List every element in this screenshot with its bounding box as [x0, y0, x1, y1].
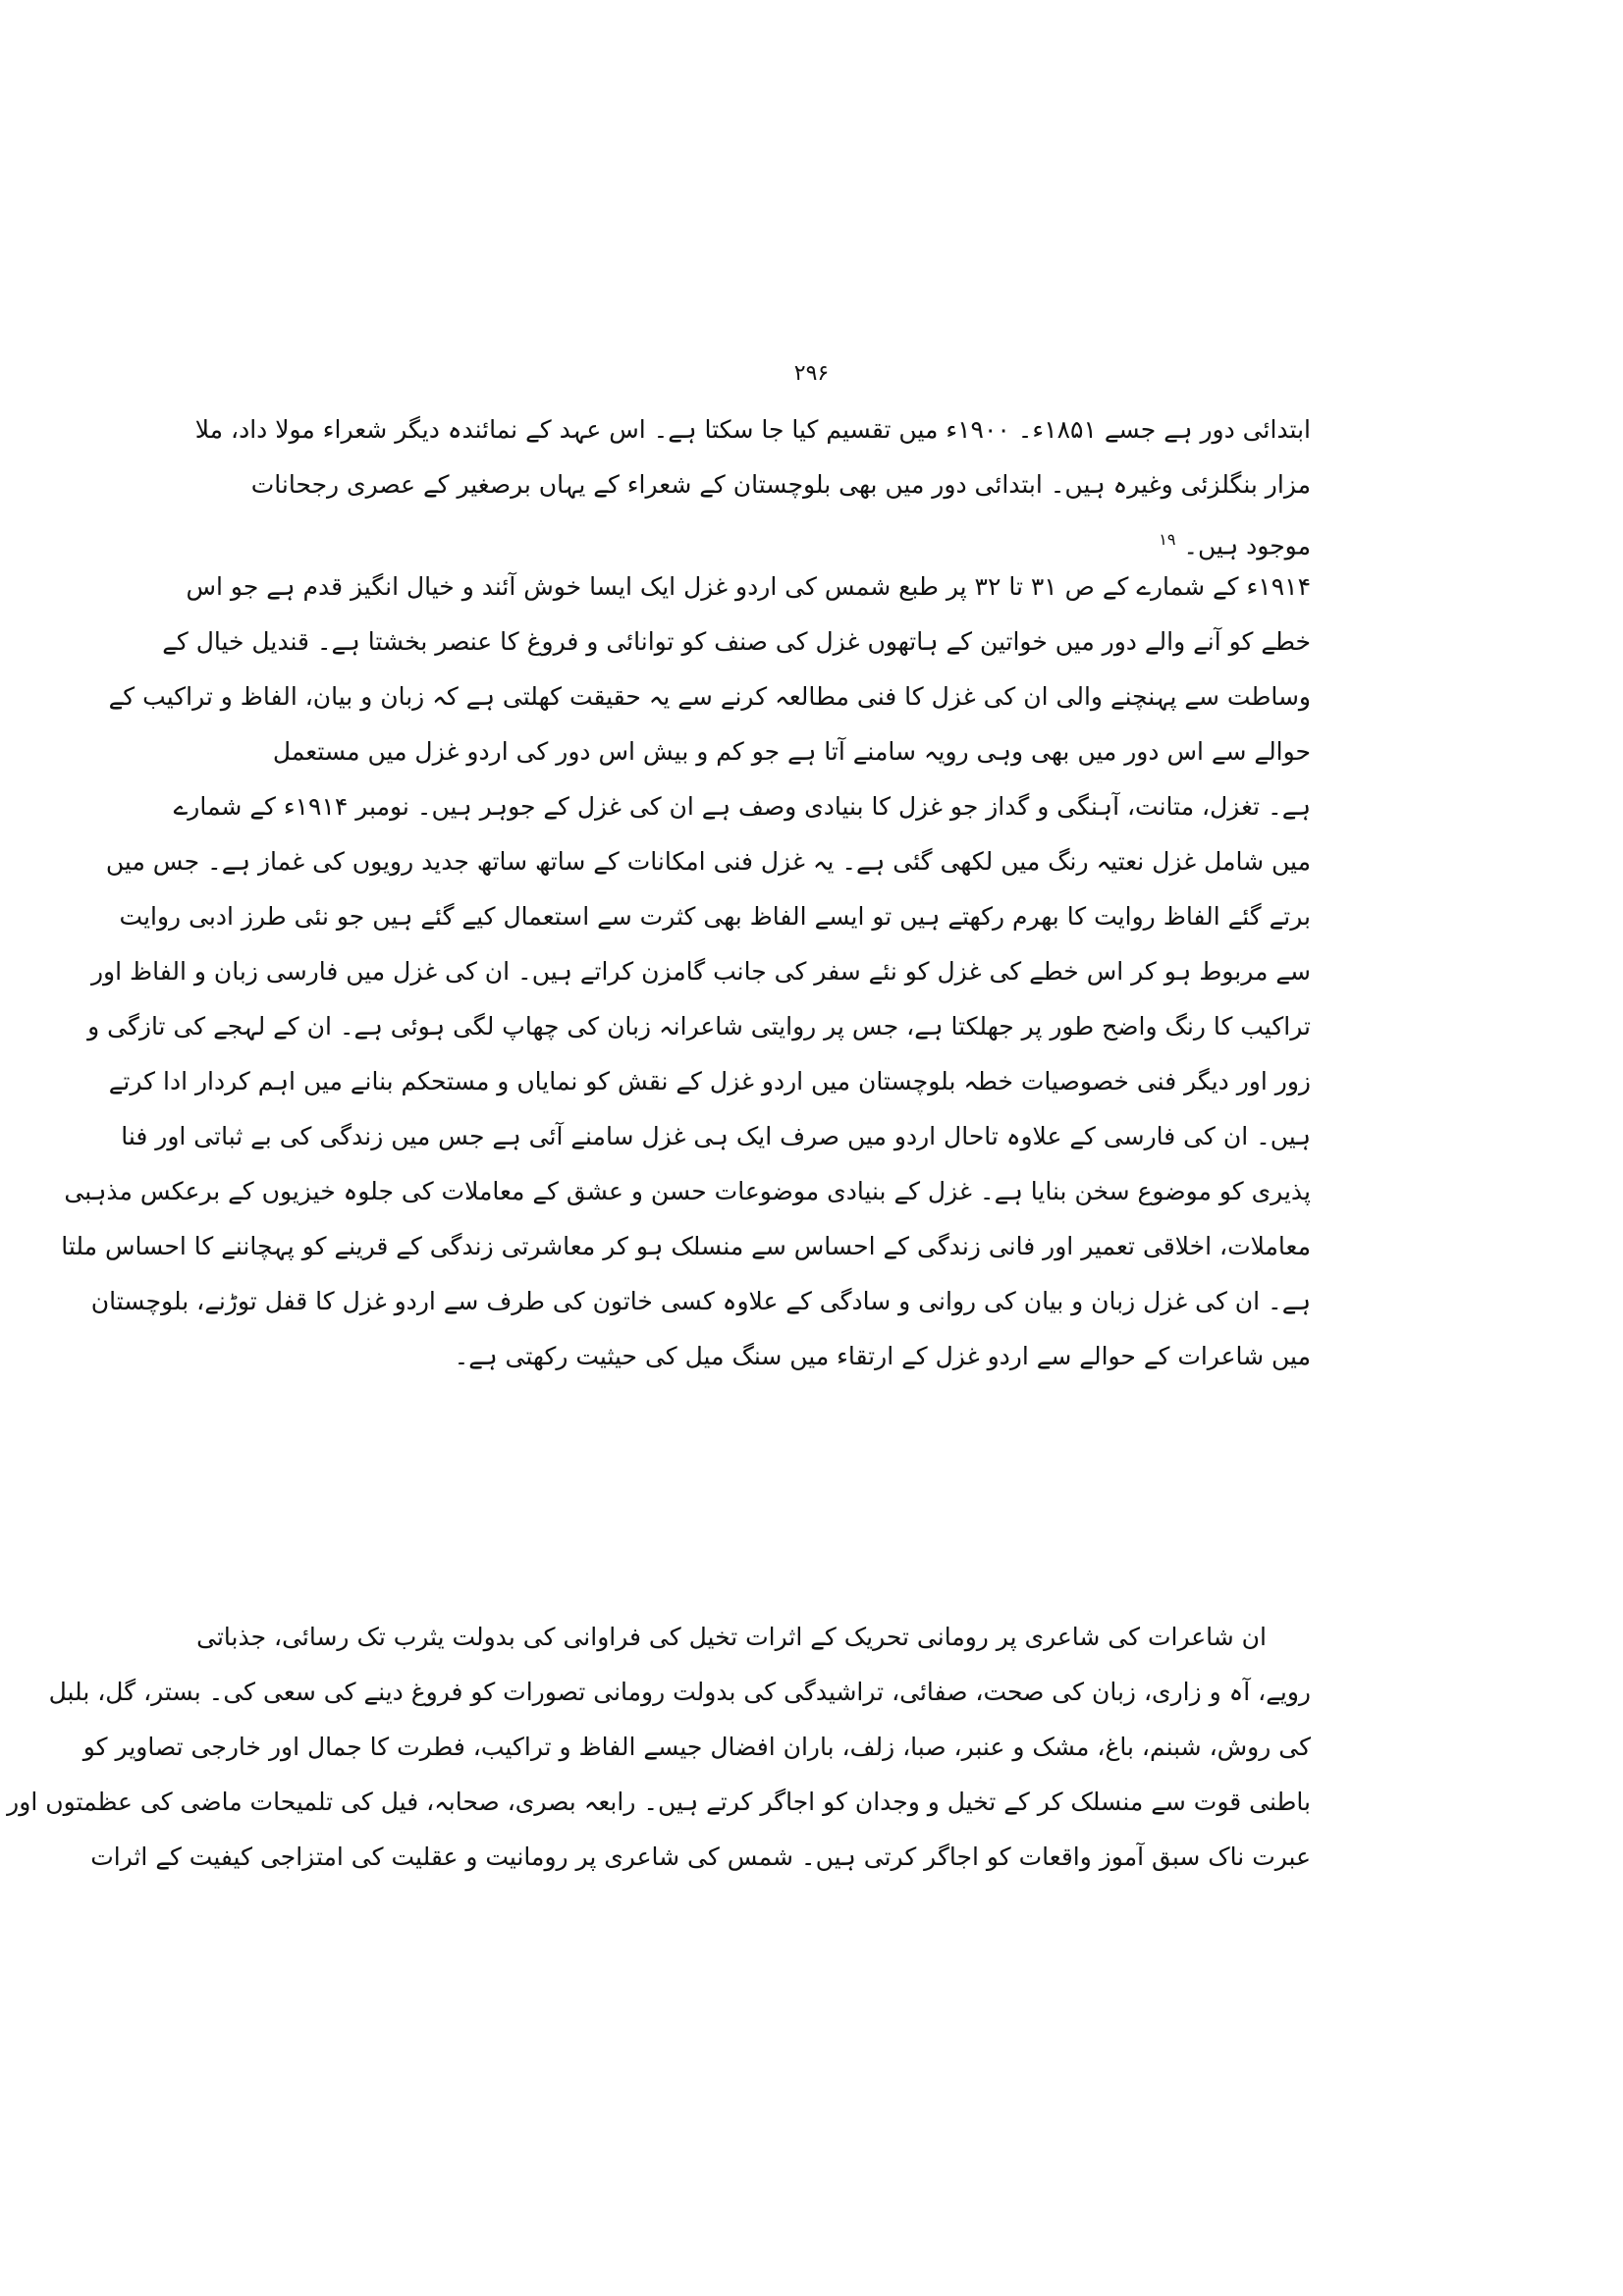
text-line: کی روش، شبنم، باغ، مشک و عنبر، صبا، زلف، باران افضال جیسے الفاظ و تراکیب، فطرت کا جمال اور خارجی تصاویر کو [82, 1733, 1311, 1761]
text-line: سے مربوط ہو کر اس خطے کی غزل کو نئے سفر کی جانب گامزن کراتے ہیں۔ ان کی غزل میں فارسی زبان و الفاظ اور [90, 957, 1311, 986]
text-line: ہے۔ ان کی غزل زبان و بیان کی روانی و سادگی کے علاوہ کسی خاتون کی طرف سے اردو غزل کا قفل توڑنے، بلوچستان [90, 1287, 1311, 1315]
text-line: موجود ہیں۔ [1183, 531, 1311, 561]
text-line: تراکیب کا رنگ واضح طور پر جھلکتا ہے، جس پر روایتی شاعرانہ زبان کی چھاپ لگی ہوئی ہے۔ ان کے لہجے کی تازگی و [87, 1012, 1311, 1041]
paragraph-1 [194, 402, 1311, 567]
text-line: ہیں۔ ان کی فارسی کے علاوہ تاحال اردو میں صرف ایک ہی غزل سامنے آئی ہے جس میں زندگی کی بے ثباتی اور فنا [121, 1122, 1311, 1150]
paragraph-3 [7, 1610, 1311, 1885]
text-line: میں شاعرات کے حوالے سے اردو غزل کے ارتقاء میں سنگ میل کی حیثیت رکھتی ہے۔ [454, 1342, 1311, 1370]
text-line: عبرت ناک سبق آموز واقعات کو اجاگر کرتی ہیں۔ شمس کی شاعری پر رومانیت و عقلیت کی امتزاجی کیفیت کے اثرات [90, 1842, 1311, 1871]
paragraph-2 [61, 560, 1311, 1384]
text-line: ان شاعرات کی شاعری پر رومانی تحریک کے اثرات تخیل کی فراوانی کی بدولت یثرب تک رسائی، جذباتی [196, 1623, 1267, 1651]
text-line: زور اور دیگر فنی خصوصیات خطہ بلوچستان میں اردو غزل کے نقش کو نمایاں و مستحکم بنانے میں اہم کردار ادا کرتے [108, 1067, 1311, 1095]
text-line: وساطت سے پہنچنے والی ان کی غزل کا فنی مطالعہ کرنے سے یہ حقیقت کھلتی ہے کہ زبان و بیان، الفاظ و تراکیب کے [108, 682, 1311, 711]
text-line: رویے، آہ و زاری، زبان کی صحت، صفائی، تراشیدگی کی بدولت رومانی تصورات کو فروغ دینے کی سعی کی۔ بستر، گل، بلبل [48, 1678, 1311, 1706]
text-line: معاملات، اخلاقی تعمیر اور فانی زندگی کے احساس سے منسلک ہو کر معاشرتی زندگی کے قرینے کو پہچاننے کا احساس ملتا [61, 1232, 1311, 1260]
text-line: ۱۹۱۴ء کے شمارے کے ص ۳۱ تا ۳۲ پر طبع شمس کی اردو غزل ایک ایسا خوش آئند و خیال انگیز قدم ہے جو اس [186, 572, 1311, 601]
page-number: ۲۹۶ [793, 361, 830, 386]
text-line: ہے۔ تغزل، متانت، آہنگی و گداز جو غزل کا بنیادی وصف ہے ان کی غزل کے جوہر ہیں۔ نومبر ۱۹۱۴ء کے شمارے [173, 792, 1311, 821]
text-line: میں شامل غزل نعتیہ رنگ میں لکھی گئی ہے۔ یہ غزل فنی امکانات کے ساتھ ساتھ جدید رویوں کی غماز ہے۔ جس میں [105, 847, 1311, 876]
text-line: حوالے سے اس دور میں بھی وہی رویہ سامنے آتا ہے جو کم و بیش اس دور کی اردو غزل میں مستعمل [272, 737, 1311, 766]
text-line: ابتدائی دور ہے جسے ۱۸۵۱ء۔ ۱۹۰۰ء میں تقسیم کیا جا سکتا ہے۔ اس عہد کے نمائندہ دیگر شعراء مولا داد، ملا [194, 415, 1311, 444]
text-line: مزار بنگلزئی وغیرہ ہیں۔ ابتدائی دور میں بھی بلوچستان کے شعراء کے یہاں برصغیر کے عصری رجحانات [250, 470, 1311, 499]
text-line: باطنی قوت سے منسلک کر کے تخیل و وجدان کو اجاگر کرتے ہیں۔ رابعہ بصری، صحابہ، فیل کی تلمیحات ماضی کی عظمتوں اور [7, 1788, 1311, 1816]
text-line: برتے گئے الفاظ روایت کا بھرم رکھتے ہیں تو ایسے الفاظ بھی کثرت سے استعمال کیے گئے ہیں جو نئی طرز ادبی روایت [119, 902, 1311, 931]
text-line: خطے کو آنے والے دور میں خواتین کے ہاتھوں غزل کی صنف کو توانائی و فروغ کا عنصر بخشتا ہے۔ قندیل خیال کے [162, 627, 1311, 656]
text-line: پذیری کو موضوع سخن بنایا ہے۔ غزل کے بنیادی موضوعات حسن و عشق کے معاملات کی جلوہ خیزیوں کے برعکس مذہبی [64, 1177, 1311, 1205]
footnote-marker[interactable]: ۱۹ [1159, 530, 1176, 549]
